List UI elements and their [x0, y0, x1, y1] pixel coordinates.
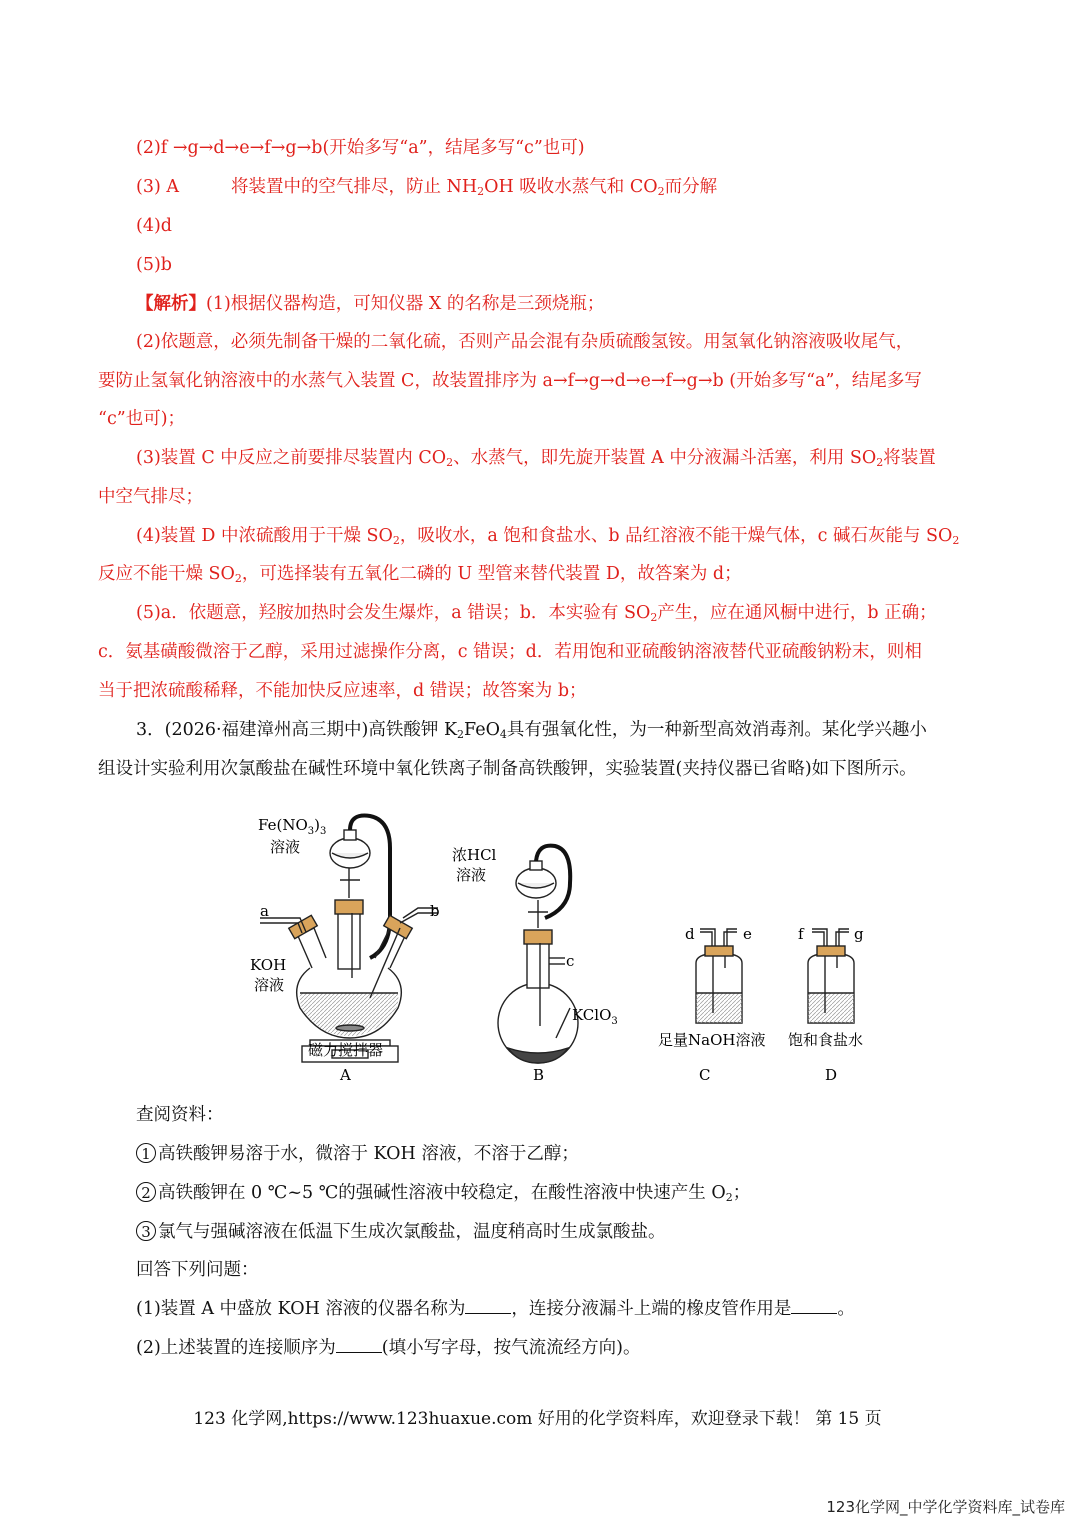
t: (2)上述装置的连接顺序为 — [136, 1338, 336, 1358]
analysis-p1-text: (1)根据仪器构造，可知仪器 X 的名称是三颈烧瓶； — [206, 294, 605, 314]
answer-3-text2: OH 吸收水蒸气和 CO — [484, 177, 658, 197]
sub: 2 — [876, 456, 884, 469]
t: (3)装置 C 中反应之前要排尽装置内 CO — [136, 448, 447, 468]
sub: 2 — [952, 534, 960, 547]
kclo3-label: KClO$_3$ — [572, 1006, 618, 1027]
apparatus-d — [808, 929, 854, 1023]
koh-label2: 溶液 — [254, 976, 285, 994]
t: (5)a．依题意，羟胺加热时会发生爆炸，a 错误；b．本实验有 SO — [136, 603, 651, 623]
sub: 2 — [457, 728, 465, 741]
t: ，吸收水，a 饱和食盐水、b 品红溶液不能干燥气体，c 碱石灰能与 SO — [399, 526, 953, 546]
t: (4)装置 D 中浓硫酸用于干燥 SO — [136, 526, 393, 546]
analysis-p2-line1: (2)依题意，必须先制备干燥的二氧化硫，否则产品会混有杂质硫酸氢铵。用氢氧化钠溶液吸收尾气， — [136, 332, 914, 352]
page-footer: 123 化学网,https://www.123huaxue.com 好用的化学资料库，欢迎登录下载！ 第 15 页 — [193, 1409, 882, 1429]
sub: 2 — [477, 185, 485, 198]
answer-5: (5)b — [136, 255, 172, 275]
analysis-p1 — [136, 292, 604, 316]
analysis-p3-line1 — [136, 446, 936, 470]
questions-title: 回答下列问题： — [136, 1260, 259, 1280]
port-a: a — [260, 902, 269, 920]
answer-blank[interactable] — [791, 1299, 837, 1314]
analysis-p4-line2 — [98, 562, 742, 586]
site-watermark: 123化学网_中学化学资料库_试卷库 — [826, 1498, 1065, 1516]
t: (1)装置 A 中盛放 KOH 溶液的仪器名称为 — [136, 1299, 466, 1319]
d-solution-label: 饱和食盐水 — [788, 1031, 864, 1049]
ref-1 — [136, 1142, 579, 1166]
answer-blank[interactable] — [465, 1299, 511, 1314]
analysis-p5-line1 — [136, 601, 937, 625]
sub: 2 — [234, 572, 242, 585]
a-reagent-label2: 溶液 — [270, 838, 301, 856]
answer-2: (2)f →g→d→e→f→g→b(开始多写“a”，结尾多写“c”也可) — [136, 138, 585, 158]
t: ； — [732, 1183, 751, 1203]
answer-4: (4)d — [136, 216, 172, 236]
port-d: d — [685, 925, 695, 943]
port-b: b — [430, 902, 440, 920]
question-1 — [136, 1297, 855, 1321]
refs-title: 查阅资料： — [136, 1105, 224, 1125]
analysis-p5-line3: 当于把浓硫酸稀释，不能加快反应速率，d 错误；故答案为 b； — [98, 681, 587, 701]
answer-blank[interactable] — [336, 1338, 382, 1353]
t: 、水蒸气，即先旋开装置 A 中分液漏斗活塞，利用 SO — [453, 448, 877, 468]
t: 高铁酸钾在 0 ℃~5 ℃的强碱性溶液中较稳定，在酸性溶液中快速产生 O — [158, 1183, 726, 1203]
label-a: A — [340, 1066, 351, 1084]
answer-3-label: (3) A — [136, 177, 179, 197]
ref-3 — [136, 1220, 666, 1244]
t: 高铁酸钾易溶于水，微溶于 KOH 溶液，不溶于乙醇； — [158, 1144, 579, 1164]
answer-3 — [136, 175, 717, 199]
t: ，可选择装有五氧化二磷的 U 型管来替代装置 D，故答案为 d； — [241, 564, 742, 584]
t: 具有强氧化性，为一种新型高效消毒剂。某化学兴趣小 — [506, 720, 927, 740]
b-reagent-label2: 溶液 — [456, 866, 487, 884]
port-c: c — [566, 952, 575, 970]
label-b: B — [533, 1066, 545, 1084]
sub: 2 — [725, 1191, 733, 1204]
circle-num-3: 3 — [136, 1221, 156, 1241]
t: 氯气与强碱溶液在低温下生成次氯酸盐，温度稍高时生成氯酸盐。 — [158, 1222, 666, 1242]
analysis-p3-line2: 中空气排尽； — [98, 487, 203, 507]
a-reagent-label: $Fe(NO_3)_3$ — [258, 816, 327, 837]
question3-line1 — [136, 718, 927, 742]
t: 产生，应在通风橱中进行，b 正确； — [657, 603, 937, 623]
analysis-p4-line1 — [136, 524, 959, 548]
t: FeO — [464, 720, 500, 740]
sub: 4 — [499, 728, 507, 741]
question-2 — [136, 1336, 640, 1360]
apparatus-c — [696, 929, 742, 1023]
t: 。 — [837, 1299, 855, 1319]
t: 将装置 — [883, 448, 936, 468]
sub: 2 — [446, 456, 454, 469]
c-solution-label: 足量NaOH溶液 — [658, 1031, 766, 1049]
sub: 2 — [650, 611, 658, 624]
port-e: e — [743, 925, 752, 943]
t: (填小写字母，按气流流经方向)。 — [381, 1338, 641, 1358]
analysis-p2-line2: 要防止氢氧化钠溶液中的水蒸气入装置 C，故装置排序为 a→f→g→d→e→f→g→b (开始多写“a”，结尾多写 — [98, 371, 922, 391]
stirrer-label: 磁力搅拌器 — [308, 1041, 384, 1059]
sub: 2 — [392, 534, 400, 547]
circle-num-2: 2 — [136, 1182, 156, 1202]
port-g: g — [854, 925, 864, 943]
circle-num-1: 1 — [136, 1143, 156, 1163]
analysis-p2-line3: “c”也可)； — [98, 409, 186, 429]
label-c: C — [699, 1066, 711, 1084]
answer-3-text: 将装置中的空气排尽，防止 NH — [231, 177, 478, 197]
t: 3．(2026·福建漳州高三期中)高铁酸钾 K — [136, 720, 458, 740]
label-d: D — [825, 1066, 838, 1084]
port-f: f — [798, 925, 804, 943]
t: ，连接分液漏斗上端的橡皮管作用是 — [511, 1299, 792, 1319]
sub: 2 — [657, 185, 665, 198]
apparatus-figure — [240, 808, 880, 1093]
question3-line2: 组设计实验利用次氯酸盐在碱性环境中氧化铁离子制备高铁酸钾，实验装置(夹持仪器已省略)如下图所示。 — [98, 759, 917, 779]
t: 反应不能干燥 SO — [98, 564, 235, 584]
b-reagent-label: 浓HCl — [452, 846, 497, 864]
koh-label: KOH — [250, 956, 287, 974]
ref-2 — [136, 1181, 750, 1205]
analysis-tag: 【解析】 — [136, 294, 206, 314]
answer-3-text3: 而分解 — [664, 177, 718, 197]
analysis-p5-line2: c．氨基磺酸微溶于乙醇，采用过滤操作分离，c 错误；d．若用饱和亚硫酸钠溶液替代亚硫酸钠粉末，则相 — [98, 642, 922, 662]
